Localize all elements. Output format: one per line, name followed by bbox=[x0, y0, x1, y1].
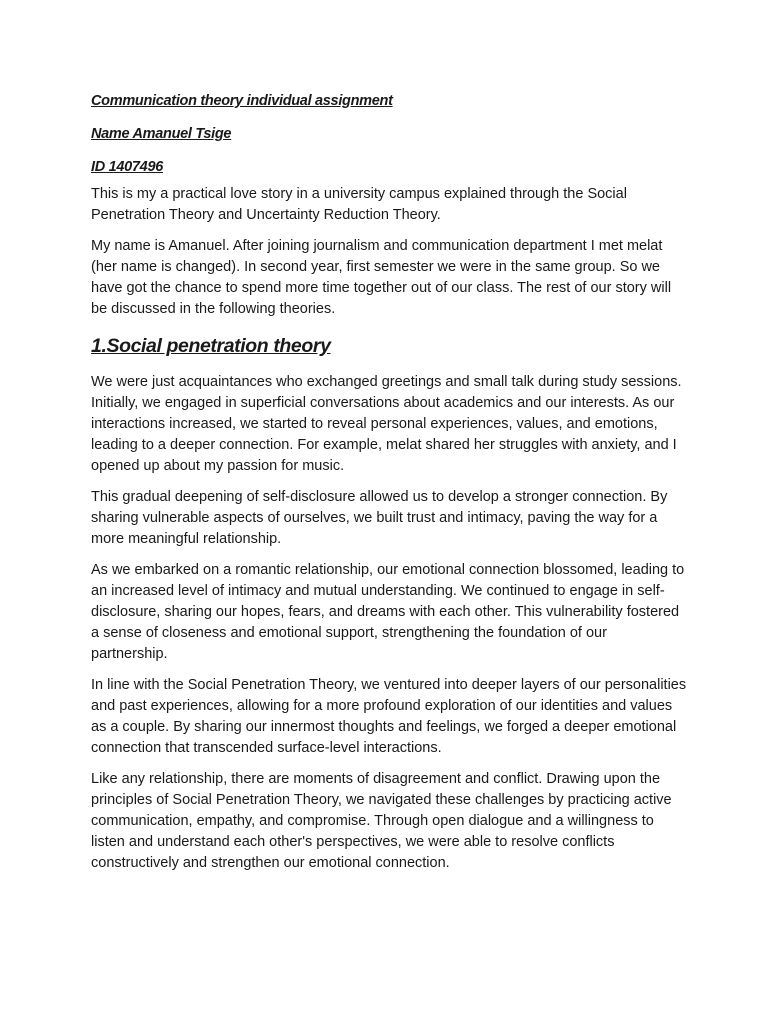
body-paragraph: Like any relationship, there are moments of disagreement and conflict. Drawing upon the principles of Social Penetration Theory, we navigated these challenges by practicing active communication, empathy, and compromise. Through open dialogue and a willingness to listen and understand each other's perspectives, we were able to resolve conflicts constructively and strengthen our emotional connection. bbox=[91, 771, 672, 871]
assignment-title: Communication theory individual assignment bbox=[91, 93, 393, 109]
intro-paragraph: My name is Amanuel. After joining journalism and communication department I met melat (her name is changed). In second year, first semester we were in the same group. So we have got the chance to spend more time together out of our class. The rest of our story will be discussed in the following theories. bbox=[91, 238, 672, 317]
student-id: ID 1407496 bbox=[91, 159, 163, 175]
intro-paragraph: This is my a practical love story in a university campus explained through the Social Penetration Theory and Uncertainty Reduction Theory. bbox=[91, 186, 627, 223]
body-paragraph: We were just acquaintances who exchanged greetings and small talk during study sessions. Initially, we engaged in superficial conversations about academics and our interests. As our interactions increased, we started to reveal personal experiences, values, and emotions, leading to a deeper connection. For example, melat shared her struggles with anxiety, and I opened up about my passion for music. bbox=[91, 374, 682, 474]
body-paragraph: As we embarked on a romantic relationship, our emotional connection blossomed, leading to an increased level of intimacy and mutual understanding. We continued to engage in self-disclosure, sharing our hopes, fears, and dreams with each other. This vulnerability fostered a sense of closeness and emotional support, strengthening the foundation of our partnership. bbox=[91, 562, 685, 662]
author-name: Name Amanuel Tsige bbox=[91, 126, 232, 142]
body-paragraph: This gradual deepening of self-disclosure allowed us to develop a stronger connection. By sharing vulnerable aspects of ourselves, we built trust and intimacy, paving the way for a more meaningful relationship. bbox=[91, 489, 668, 547]
document-page bbox=[91, 92, 687, 884]
section-heading: 1.Social penetration theory bbox=[91, 335, 331, 357]
body-paragraph: In line with the Social Penetration Theory, we ventured into deeper layers of our personalities and past experiences, allowing for a more profound exploration of our identities and values as a couple. By sharing our innermost thoughts and feelings, we forged a deeper emotional connection that transcended surface-level interactions. bbox=[91, 677, 687, 756]
